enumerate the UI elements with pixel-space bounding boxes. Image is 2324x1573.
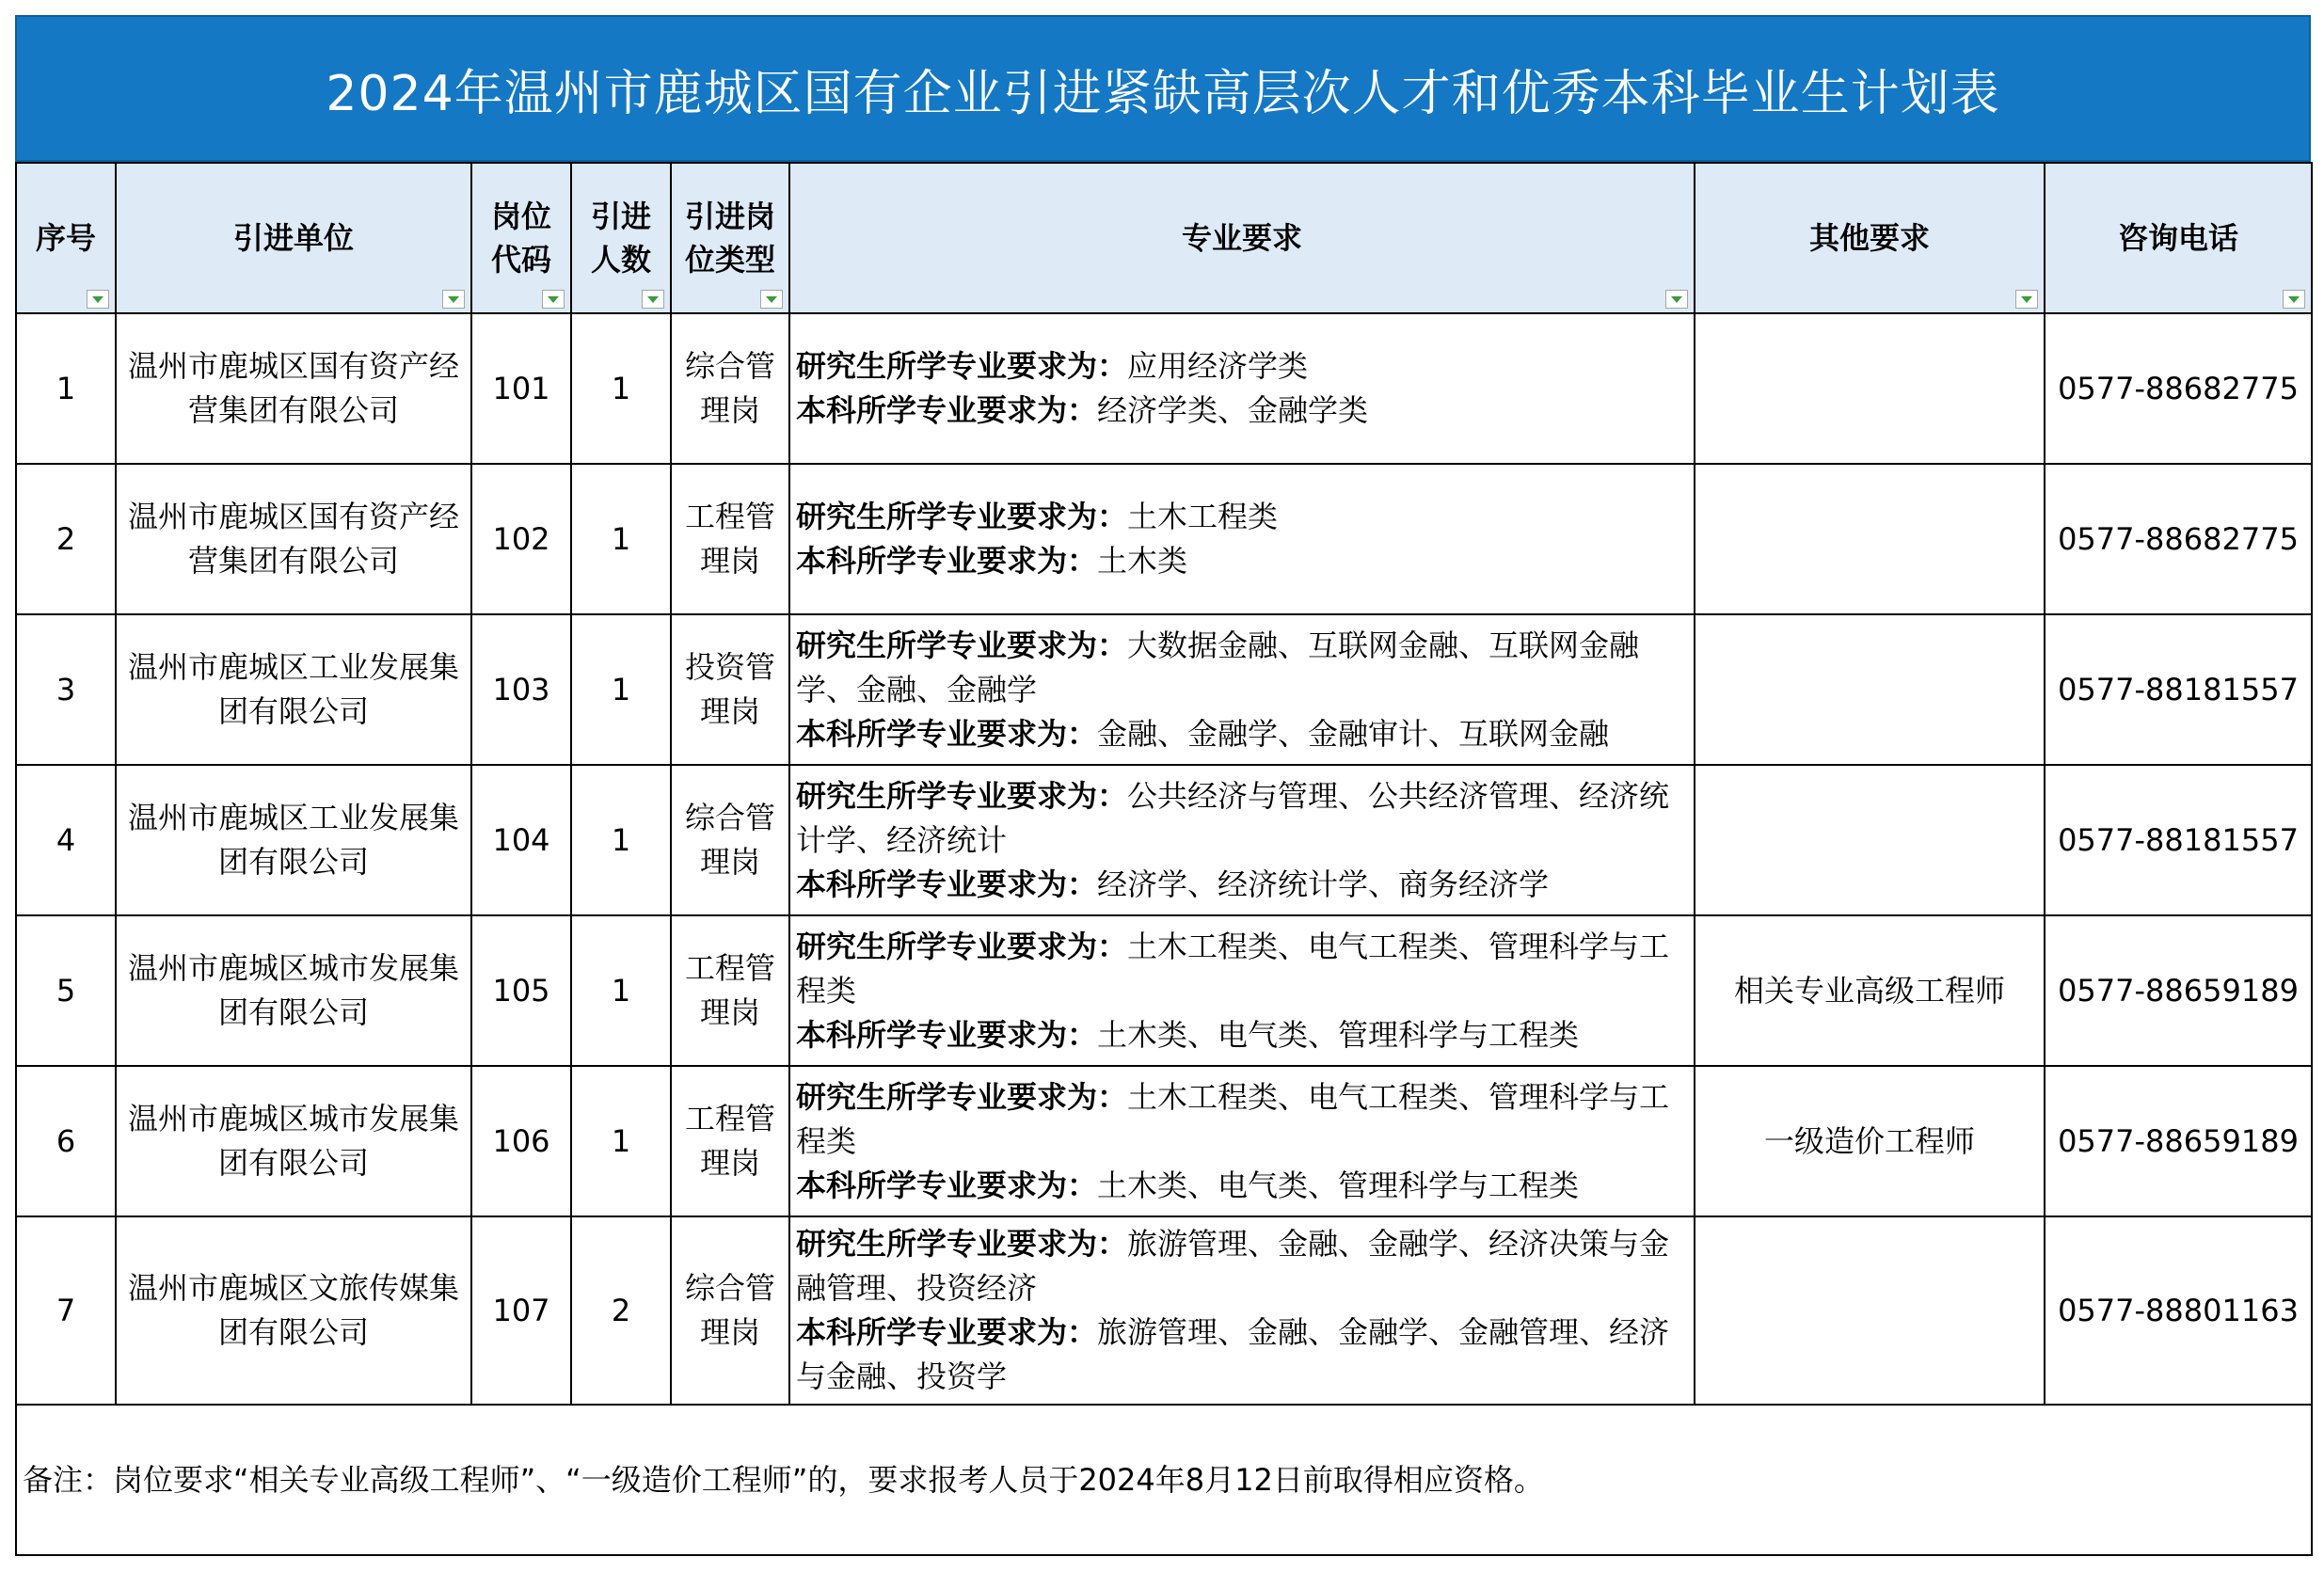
cell-phone[interactable]: 0577-88181557 <box>2045 765 2312 915</box>
cell-type[interactable]: 投资管理岗 <box>671 614 789 765</box>
ug-majors: 土木类、电气类、管理科学与工程类 <box>1097 1016 1580 1053</box>
cell-type[interactable]: 综合管理岗 <box>671 1216 789 1405</box>
cell-phone[interactable]: 0577-88659189 <box>2045 915 2312 1066</box>
grad-majors: 公共经济与管理、公共经济管理、经济统计学、经济统计 <box>796 777 1670 858</box>
cell-count[interactable]: 1 <box>571 464 671 614</box>
header-phone: 咨询电话 <box>2045 163 2312 313</box>
ug-label: 本科所学专业要求为： <box>796 1016 1098 1053</box>
table-row <box>16 765 2312 915</box>
filter-dropdown-icon[interactable] <box>760 290 783 309</box>
grad-majors: 土木工程类 <box>1127 499 1279 534</box>
ug-label: 本科所学专业要求为： <box>796 543 1098 579</box>
grad-label: 研究生所学专业要求为： <box>796 348 1128 384</box>
cell-code[interactable]: 104 <box>471 765 571 915</box>
ug-majors: 经济学类、金融学类 <box>1097 392 1369 428</box>
grad-label: 研究生所学专业要求为： <box>796 777 1128 814</box>
cell-phone[interactable]: 0577-88659189 <box>2045 1066 2312 1216</box>
cell-phone[interactable]: 0577-88682775 <box>2045 464 2312 614</box>
cell-code[interactable]: 105 <box>471 915 571 1066</box>
cell-major[interactable] <box>789 313 1695 464</box>
cell-major[interactable] <box>789 464 1695 614</box>
ug-label: 本科所学专业要求为： <box>796 1167 1098 1203</box>
cell-count[interactable]: 1 <box>571 765 671 915</box>
grad-majors: 应用经济学类 <box>1127 348 1309 384</box>
cell-other[interactable]: 相关专业高级工程师 <box>1695 915 2045 1066</box>
cell-code[interactable]: 106 <box>471 1066 571 1216</box>
cell-seq[interactable]: 1 <box>16 313 116 464</box>
filter-dropdown-icon[interactable] <box>2283 290 2305 309</box>
header-other: 其他要求 <box>1695 163 2045 313</box>
footnote[interactable]: 备注：岗位要求“相关专业高级工程师”、“一级造价工程师”的，要求报考人员于2024年8月12日前取得相应资格。 <box>16 1405 2312 1555</box>
grad-label: 研究生所学专业要求为： <box>796 627 1128 663</box>
cell-count[interactable]: 1 <box>571 1066 671 1216</box>
cell-seq[interactable]: 2 <box>16 464 116 614</box>
grad-label: 研究生所学专业要求为： <box>796 1226 1128 1262</box>
cell-type[interactable]: 工程管理岗 <box>671 464 789 614</box>
cell-unit[interactable]: 温州市鹿城区国有资产经营集团有限公司 <box>116 313 471 464</box>
ug-majors: 土木类 <box>1097 543 1188 579</box>
grad-label: 研究生所学专业要求为： <box>796 1078 1128 1115</box>
cell-major[interactable] <box>789 765 1695 915</box>
cell-major[interactable] <box>789 1216 1695 1405</box>
ug-majors: 旅游管理、金融、金融学、金融管理、经济与金融、投资学 <box>796 1314 1670 1394</box>
header-count: 引进 人数 <box>571 163 671 313</box>
cell-code[interactable]: 107 <box>471 1216 571 1405</box>
filter-dropdown-icon[interactable] <box>1665 290 1688 309</box>
cell-other[interactable] <box>1695 313 2045 464</box>
cell-unit[interactable]: 温州市鹿城区文旅传媒集团有限公司 <box>116 1216 471 1405</box>
grad-label: 研究生所学专业要求为： <box>796 928 1128 964</box>
cell-count[interactable]: 1 <box>571 313 671 464</box>
grad-majors: 土木工程类、电气工程类、管理科学与工程类 <box>796 928 1670 1009</box>
cell-code[interactable]: 101 <box>471 313 571 464</box>
ug-label: 本科所学专业要求为： <box>796 392 1098 428</box>
ug-majors: 金融、金融学、金融审计、互联网金融 <box>1097 715 1610 752</box>
cell-unit[interactable]: 温州市鹿城区工业发展集团有限公司 <box>116 614 471 765</box>
cell-phone[interactable]: 0577-88181557 <box>2045 614 2312 765</box>
note-row <box>16 1405 2312 1555</box>
filter-dropdown-icon[interactable] <box>87 290 109 309</box>
cell-code[interactable]: 103 <box>471 614 571 765</box>
grad-majors: 土木工程类、电气工程类、管理科学与工程类 <box>796 1078 1670 1159</box>
cell-unit[interactable]: 温州市鹿城区城市发展集团有限公司 <box>116 1066 471 1216</box>
cell-seq[interactable]: 7 <box>16 1216 116 1405</box>
filter-dropdown-icon[interactable] <box>642 290 664 309</box>
cell-unit[interactable]: 温州市鹿城区工业发展集团有限公司 <box>116 765 471 915</box>
table-row <box>16 1216 2312 1405</box>
filter-dropdown-icon[interactable] <box>542 290 565 309</box>
table-row <box>16 614 2312 765</box>
ug-label: 本科所学专业要求为： <box>796 1314 1098 1350</box>
header-unit: 引进单位 <box>116 163 471 313</box>
grad-majors: 旅游管理、金融、金融学、经济决策与金融管理、投资经济 <box>796 1226 1670 1306</box>
cell-count[interactable]: 2 <box>571 1216 671 1405</box>
cell-phone[interactable]: 0577-88801163 <box>2045 1216 2312 1405</box>
cell-seq[interactable]: 6 <box>16 1066 116 1216</box>
cell-seq[interactable]: 5 <box>16 915 116 1066</box>
filter-dropdown-icon[interactable] <box>442 290 465 309</box>
cell-major[interactable] <box>789 614 1695 765</box>
cell-code[interactable]: 102 <box>471 464 571 614</box>
header-row <box>16 163 2312 313</box>
table-row <box>16 464 2312 614</box>
cell-type[interactable]: 综合管理岗 <box>671 313 789 464</box>
cell-other[interactable]: 一级造价工程师 <box>1695 1066 2045 1216</box>
cell-other[interactable] <box>1695 614 2045 765</box>
filter-dropdown-icon[interactable] <box>2015 290 2038 309</box>
cell-type[interactable]: 工程管理岗 <box>671 1066 789 1216</box>
header-type: 引进岗 位类型 <box>671 163 789 313</box>
cell-count[interactable]: 1 <box>571 614 671 765</box>
cell-seq[interactable]: 4 <box>16 765 116 915</box>
cell-phone[interactable]: 0577-88682775 <box>2045 313 2312 464</box>
cell-other[interactable] <box>1695 1216 2045 1405</box>
cell-other[interactable] <box>1695 765 2045 915</box>
table-row <box>16 1066 2312 1216</box>
grad-majors: 大数据金融、互联网金融、互联网金融学、金融、金融学 <box>796 627 1640 707</box>
header-seq: 序号 <box>16 163 116 313</box>
grad-label: 研究生所学专业要求为： <box>796 499 1128 534</box>
cell-count[interactable]: 1 <box>571 915 671 1066</box>
cell-seq[interactable]: 3 <box>16 614 116 765</box>
ug-majors: 土木类、电气类、管理科学与工程类 <box>1097 1167 1580 1203</box>
header-code: 岗位 代码 <box>471 163 571 313</box>
cell-type[interactable]: 综合管理岗 <box>671 765 789 915</box>
cell-major[interactable] <box>789 1066 1695 1216</box>
table-row <box>16 915 2312 1066</box>
spreadsheet-sheet <box>15 15 2311 1556</box>
ug-label: 本科所学专业要求为： <box>796 866 1098 902</box>
page-title: 2024年温州市鹿城区国有企业引进紧缺高层次人才和优秀本科毕业生计划表 <box>15 15 2311 162</box>
cell-type[interactable]: 工程管理岗 <box>671 915 789 1066</box>
header-major: 专业要求 <box>789 163 1695 313</box>
table-row <box>16 313 2312 464</box>
plan-table <box>15 162 2313 1556</box>
cell-major[interactable] <box>789 915 1695 1066</box>
cell-unit[interactable]: 温州市鹿城区城市发展集团有限公司 <box>116 915 471 1066</box>
cell-unit[interactable]: 温州市鹿城区国有资产经营集团有限公司 <box>116 464 471 614</box>
ug-label: 本科所学专业要求为： <box>796 715 1098 752</box>
ug-majors: 经济学、经济统计学、商务经济学 <box>1097 866 1550 902</box>
cell-other[interactable] <box>1695 464 2045 614</box>
